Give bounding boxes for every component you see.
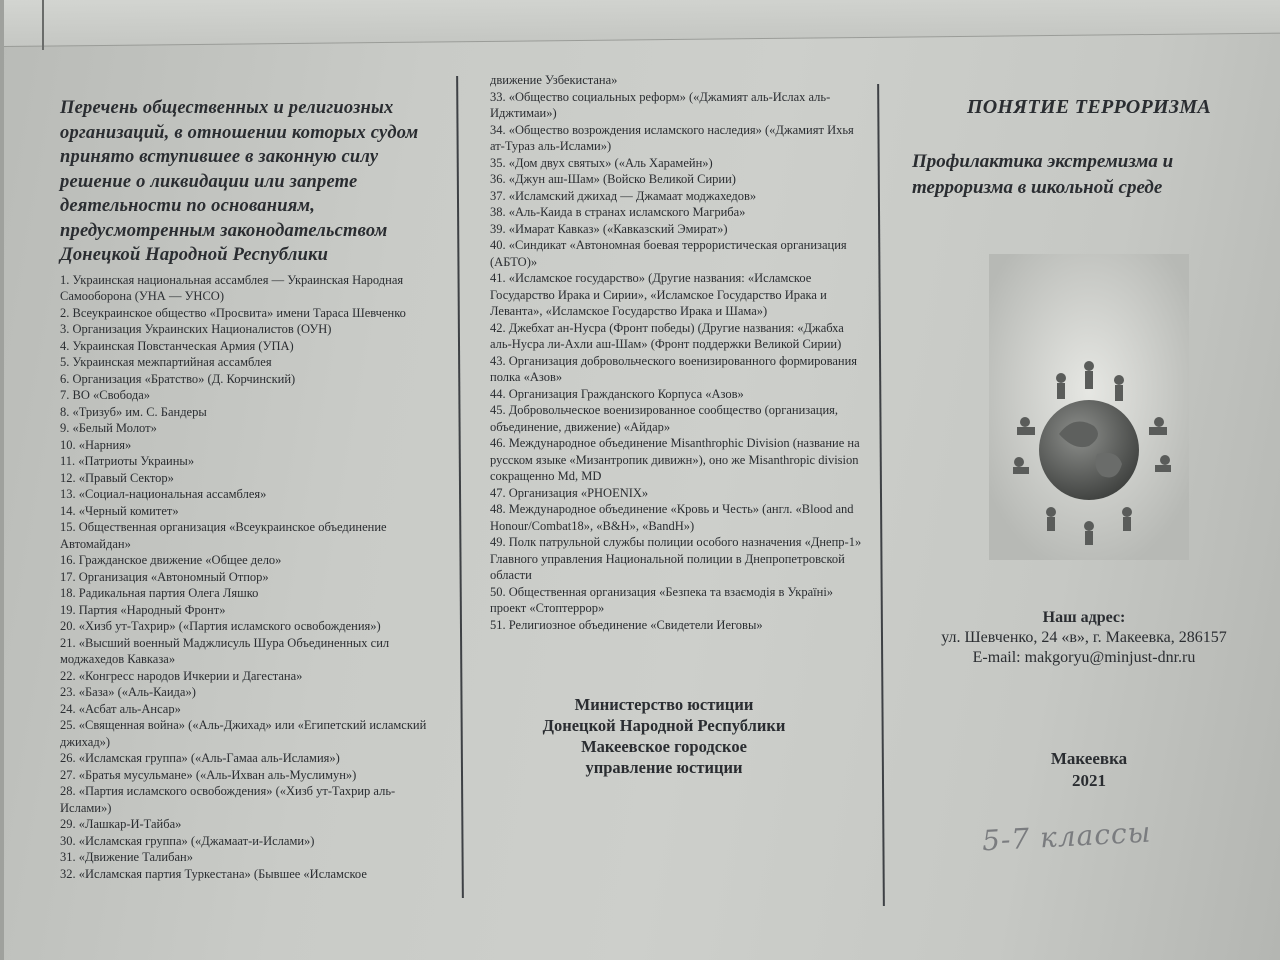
list-item: 16. Гражданское движение «Общее дело»: [60, 553, 282, 567]
list-item: 27. «Братья мусульмане» («Аль-Ихван аль-Муслимун»): [60, 767, 357, 782]
list-item: 14. «Черный комитет»: [60, 503, 179, 518]
list-item: 51. Религиозное объединение «Свидетели Иеговы»: [490, 617, 763, 632]
list-item: 24. «Асбат аль-Ансар»: [60, 701, 181, 716]
list-item: 44. Организация Гражданского Корпуса «Азов»: [490, 386, 744, 401]
list-item: 33. «Общество социальных реформ» («Джамият аль-Ислах аль-Иджтимаи»): [490, 89, 831, 120]
list-item: 31. «Движение Талибан»: [60, 850, 193, 864]
list-item: 26. «Исламская группа» («Аль-Гамаа аль-Исламия»): [60, 751, 340, 765]
list-item: 15. Общественная организация «Всеукраинское объединение Автомайдан»: [60, 520, 387, 551]
list-item: 6. Организация «Братство» (Д. Корчинский): [60, 371, 296, 386]
list-item: 25. «Священная война» («Аль-Джихад» или «Египетский исламский джихад»): [60, 718, 427, 749]
list-item: 43. Организация добровольческого военизированного формирования полка «Азов»: [490, 353, 858, 384]
list-item: 30. «Исламская группа» («Джамаат-и-Ислами»): [60, 833, 315, 848]
list-item: 39. «Имарат Кавказ» («Кавказский Эмират»): [490, 221, 728, 236]
list-item: 19. Партия «Народный Фронт»: [60, 602, 226, 617]
column-divider-right: [877, 84, 885, 906]
list-item: 13. «Социал-национальная ассамблея»: [60, 487, 267, 501]
city-year-block: [994, 748, 1184, 792]
list-item: 21. «Высший военный Маджлисуль Шура Объединенных сил моджахедов Кавказа»: [60, 635, 390, 666]
list-item: движение Узбекистана»: [490, 73, 618, 87]
list-item: 32. «Исламская партия Туркестана» (Бывшее «Исламское: [60, 866, 367, 881]
list-item: 22. «Конгресс народов Ичкерии и Дагестана»: [60, 668, 303, 683]
list-item: 12. «Правый Сектор»: [60, 470, 174, 485]
year: 2021: [1072, 771, 1106, 790]
list-item: 4. Украинская Повстанческая Армия (УПА): [60, 338, 294, 353]
list-item: 1. Украинская национальная ассамблея — Украинская Народная Самооборона (УНА — УНСО): [60, 272, 404, 303]
ministry-line: Донецкой Народной Республики: [542, 716, 786, 735]
list-item: 7. ВО «Свобода»: [60, 388, 151, 402]
list-item: 28. «Партия исламского освобождения» («Хизб ут-Тахрир аль-Ислами»): [60, 784, 396, 815]
address-label: Наш адрес:: [1042, 609, 1126, 626]
list-item: 46. Международное объединение Misanthrophic Division (название на русском языке «Мизантропик дивижн»), оно же Misanthropic division сокращенно Md, MD: [490, 436, 860, 483]
ministry-block: [504, 694, 824, 778]
list-item: 17. Организация «Автономный Отпор»: [60, 569, 269, 584]
list-item: 36. «Джун аш-Шам» (Войско Великой Сирии): [490, 172, 736, 186]
address-block: [894, 608, 1274, 668]
folded-top-edge: [4, 0, 1280, 47]
list-item: 45. Добровольческое военизированное сообщество (организация, объединение, движение) «Айдар»: [490, 403, 839, 434]
list-item: 42. Джебхат ан-Нусра (Фронт победы) (Другие названия: «Джабха аль-Нусра ли-Ахли аш-Шам» (Фронт поддержки Великой Сирии): [490, 320, 844, 351]
list-item: 23. «База» («Аль-Каида»): [60, 685, 196, 699]
list-item: 48. Международное объединение «Кровь и Честь» (англ. «Blood and Honour/Combat18», «B&H», «BandH»): [490, 502, 854, 533]
list-item: 10. «Нарния»: [60, 437, 132, 452]
paper-corner-mark: [42, 0, 54, 50]
globe-with-children-icon: [989, 254, 1189, 560]
middle-column: [490, 72, 864, 633]
city-name: Макеевка: [1050, 749, 1128, 768]
list-item: 34. «Общество возрождения исламского наследия» («Джамият Ихья ат-Тураз аль-Ислами»): [490, 122, 854, 153]
organizations-heading: Перечень общественных и религиозных организаций, в отношении которых судом принято вступившее в законную силу решение о ликвидации или запрете деятельности по основаниям, предусмотренным законодательством Донецкой Народной Республики: [60, 98, 419, 265]
left-column: [60, 96, 438, 882]
ministry-line: управление юстиции: [585, 758, 743, 777]
list-item: 41. «Исламское государство» (Другие названия: «Исламское Государство Ирака и Сирии», «Исламское Государство Ирака и Леванта», «Исламское Государство Ирака и Шама»): [490, 271, 827, 318]
list-item: 35. «Дом двух святых» («Аль Харамейн»): [490, 155, 713, 170]
list-item: 11. «Патриоты Украины»: [60, 454, 195, 468]
organizations-list-part2: [490, 72, 864, 633]
list-item: 8. «Тризуб» им. С. Бандеры: [60, 404, 207, 419]
list-item: 38. «Аль-Каида в странах исламского Магриба»: [490, 205, 746, 219]
list-item: 5. Украинская межпартийная ассамблея: [60, 355, 272, 369]
list-item: 20. «Хизб ут-Тахрир» («Партия исламского освобождения»): [60, 619, 381, 633]
list-item: 49. Полк патрульной службы полиции особого назначения «Днепр-1» Главного управления Национальной полиции в Днепропетровской области: [490, 535, 862, 582]
handwritten-note: 5-7 классы: [981, 815, 1153, 858]
brochure-subtitle: Профилактика экстремизма и терроризма в школьной среде: [912, 151, 1174, 198]
list-item: 2. Всеукраинское общество «Просвита» имени Тараса Шевченко: [60, 305, 406, 320]
column-divider-left: [456, 76, 464, 898]
list-item: 9. «Белый Молот»: [60, 421, 157, 435]
list-item: 47. Организация «PHOENIX»: [490, 485, 649, 500]
right-column: [894, 96, 1244, 201]
list-item: 3. Организация Украинских Националистов (ОУН): [60, 322, 332, 336]
address-line: ул. Шевченко, 24 «в», г. Макеевка, 286157: [941, 629, 1227, 646]
list-item: 18. Радикальная партия Олега Ляшко: [60, 586, 259, 600]
list-item: 37. «Исламский джихад — Джамаат моджахедов»: [490, 188, 757, 203]
list-item: 50. Общественная организация «Безпека та взаємодія в Україні» проект «Стоптеррор»: [490, 584, 834, 615]
brochure-title: ПОНЯТИЕ ТЕРРОРИЗМА: [966, 96, 1212, 118]
list-item: 40. «Синдикат «Автономная боевая террористическая организация (АБТО)»: [490, 238, 847, 269]
email-line: E-mail: makgoryu@minjust-dnr.ru: [972, 649, 1196, 666]
organizations-list-part1: [60, 272, 438, 883]
brochure-page: [4, 0, 1280, 960]
ministry-line: Министерство юстиции: [574, 695, 754, 714]
ministry-line: Макеевское городское: [581, 737, 747, 756]
list-item: 29. «Лашкар-И-Тайба»: [60, 817, 182, 831]
